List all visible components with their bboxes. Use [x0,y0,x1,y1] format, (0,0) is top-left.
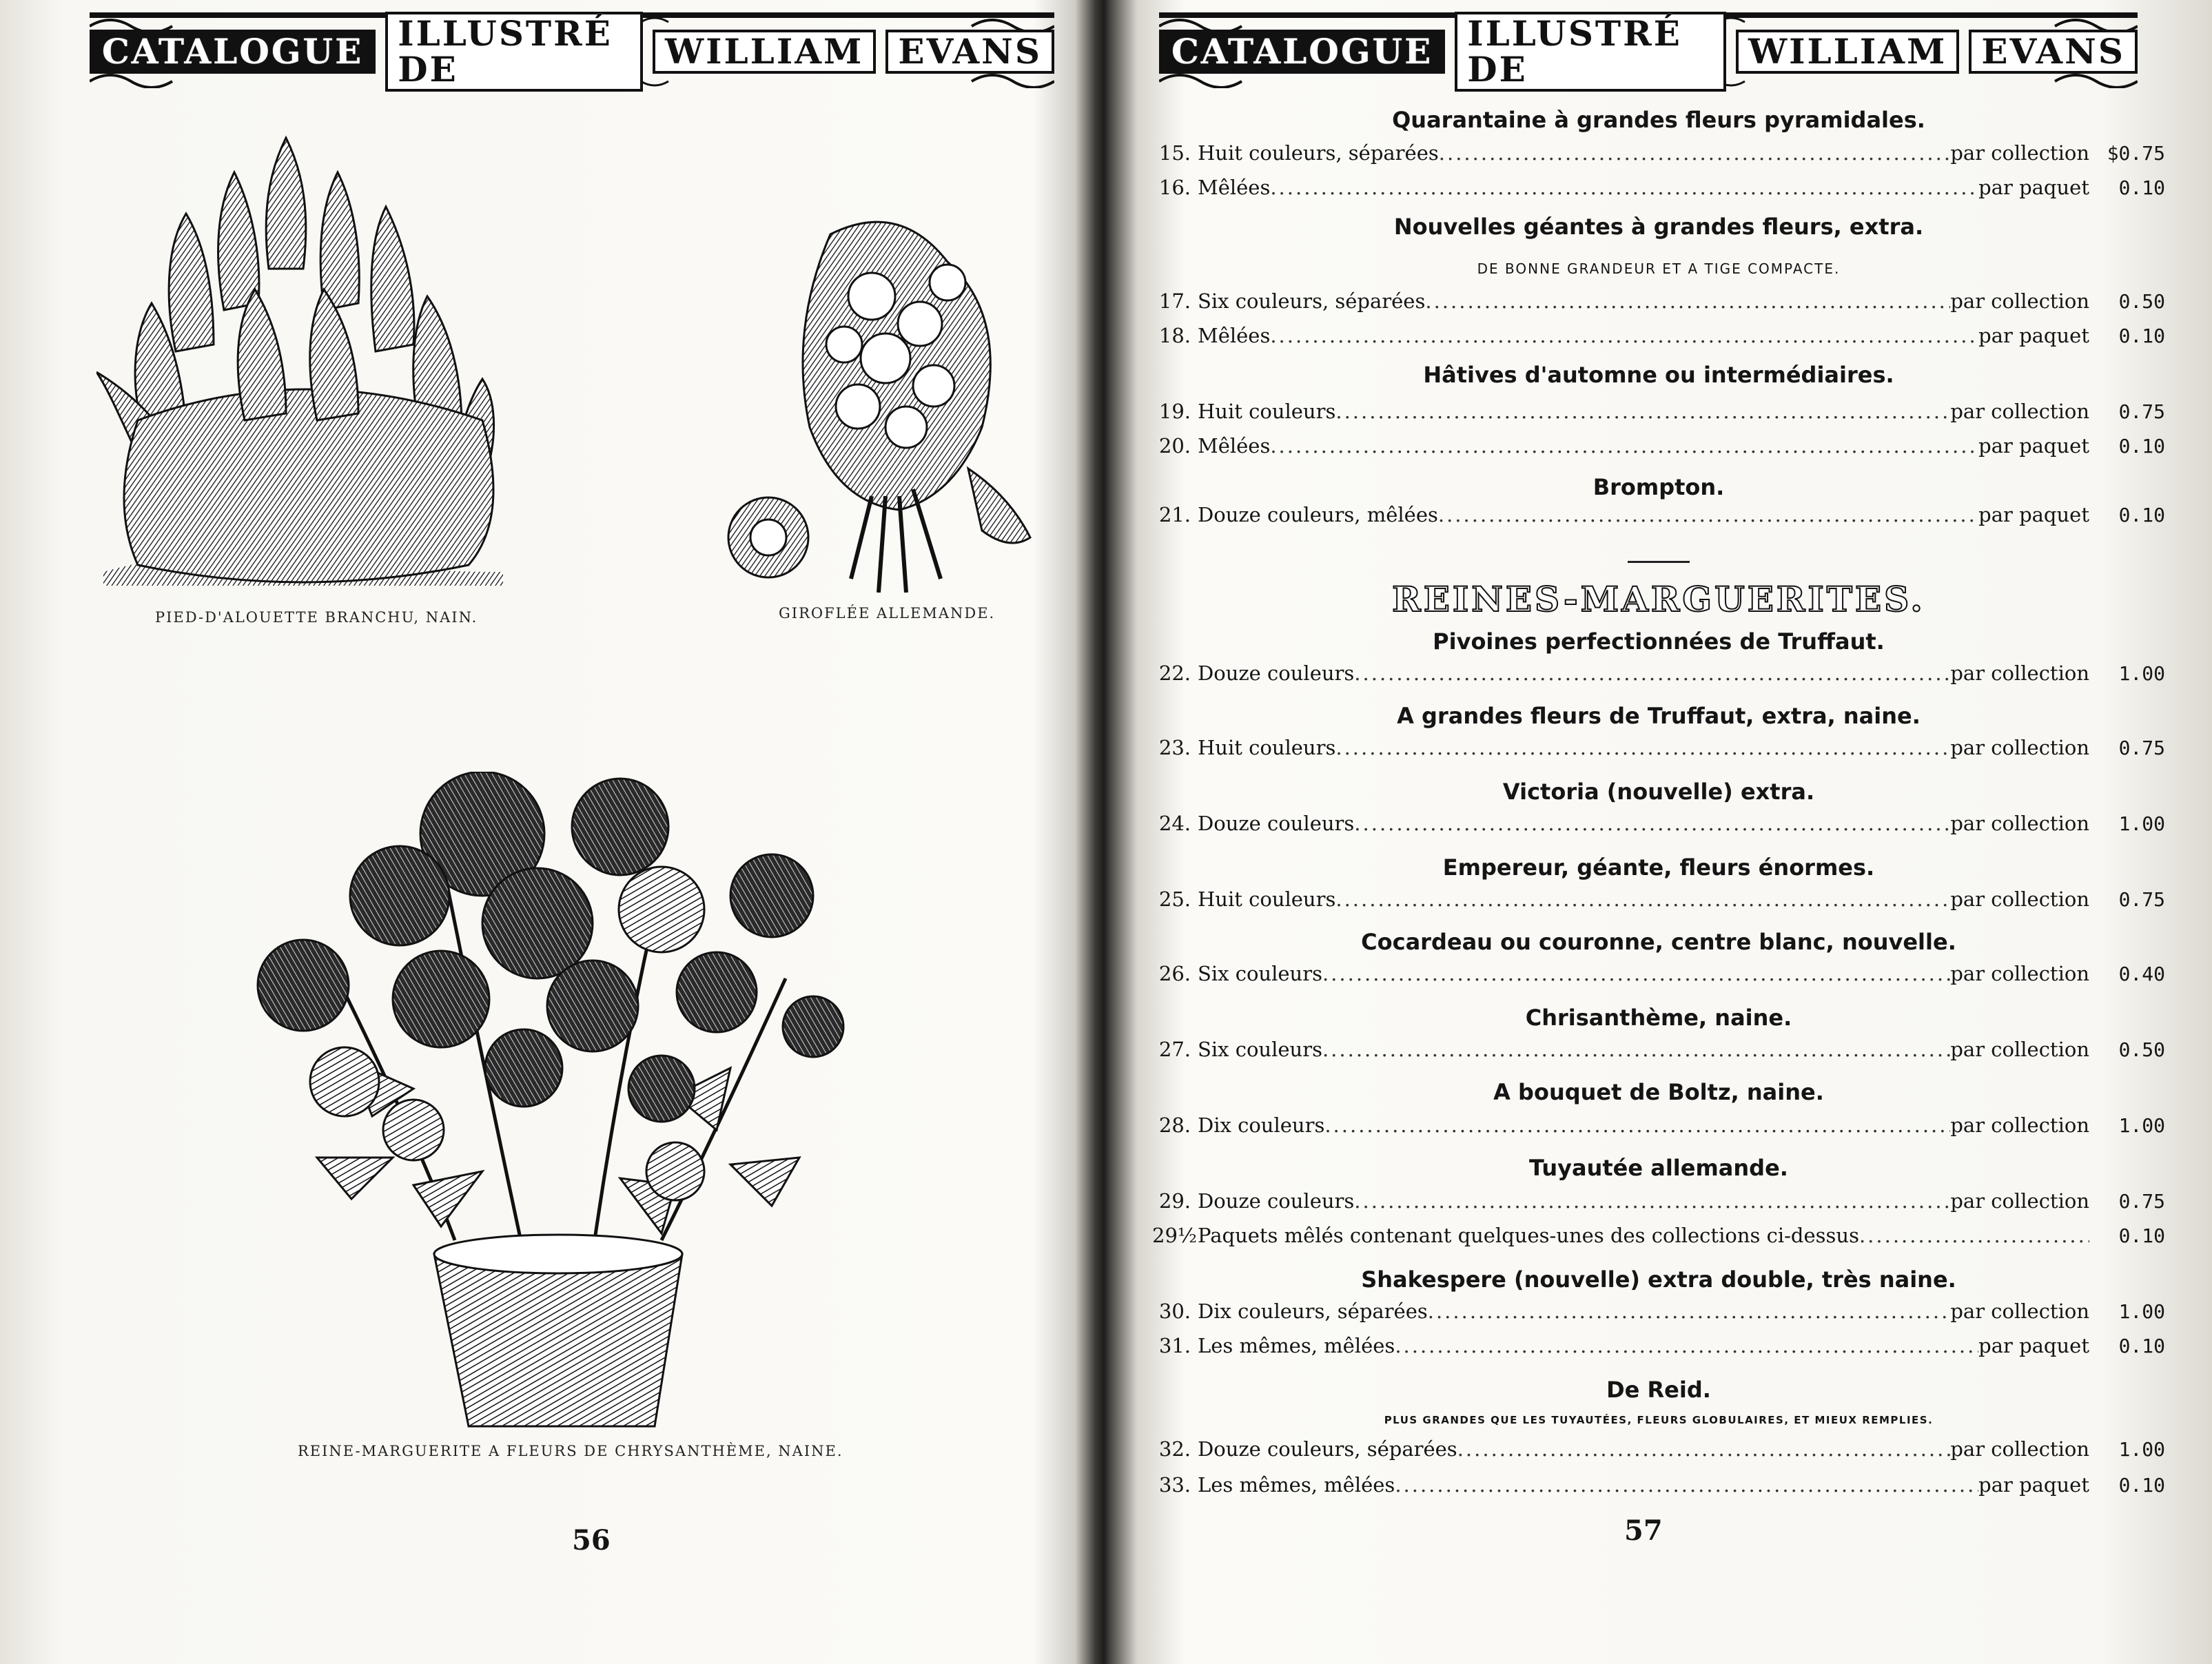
list-item [1152,400,2165,427]
banner-word: CATALOGUE [90,30,376,74]
item-description: Les mêmes, mêlées [1198,1473,1395,1497]
item-unit: par collection [1950,289,2089,313]
item-description: Mêlées [1198,434,1271,458]
aster-illustration [234,772,896,1433]
section-title: Brompton. [1593,474,1725,500]
banner-word: WILLIAM [1736,30,1959,74]
leader-dots [1270,324,1978,347]
leader-dots [1335,400,1950,423]
item-number: 18. [1158,324,1191,347]
item-number: 32. [1158,1437,1191,1461]
delphinium-caption: PIED-D'ALOUETTE BRANCHU, NAIN. [155,609,478,626]
item-price: 0.10 [2118,1474,2165,1497]
leader-dots [1354,1189,1950,1213]
item-price: 0.10 [2118,504,2165,526]
item-description: Mêlées [1198,324,1271,347]
item-number: 23. [1158,736,1191,759]
list-item [1152,1473,2165,1501]
item-unit: par collection [1950,141,2089,165]
item-price: 0.10 [2118,435,2165,458]
item-unit: par paquet [1978,434,2089,458]
section-heading: REINES-MARGUERITES. [1392,579,1925,619]
leader-dots [1438,503,1978,526]
item-number: 29. [1158,1189,1191,1213]
list-item [1152,1334,2165,1362]
item-unit: par paquet [1978,1473,2089,1497]
item-number: 28. [1158,1113,1191,1137]
item-price: 0.75 [2118,1190,2165,1213]
item-number: 29½ [1152,1224,1198,1247]
list-item [1152,176,2165,203]
leader-dots [1335,887,1950,911]
list-item [1152,1437,2165,1465]
item-description: Huit couleurs, séparées [1198,141,1439,165]
leader-dots [1322,962,1950,985]
section-title: Tuyautée allemande. [1529,1155,1788,1181]
item-description: Six couleurs [1198,1038,1322,1061]
section-title: Quarantaine à grandes fleurs pyramidales. [1392,107,1925,133]
aster-caption: REINE-MARGUERITE A FLEURS DE CHRYSANTHÈME, NAINE. [298,1443,843,1459]
item-unit: par collection [1950,1300,2089,1323]
item-price: 1.00 [2118,662,2165,685]
banner-word: ILLUSTRÉ DE [385,12,643,92]
right-page [1111,0,2212,1664]
item-price: 1.00 [2118,1438,2165,1461]
item-price: 0.10 [2118,176,2165,199]
item-unit: par collection [1950,661,2089,685]
section-title: Pivoines perfectionnées de Truffaut. [1433,628,1885,655]
item-price: 0.10 [2118,1224,2165,1247]
item-unit: par paquet [1978,503,2089,526]
item-number: 21. [1158,503,1191,526]
banner-word: ILLUSTRÉ DE [1455,12,1726,92]
list-item [1152,1113,2165,1141]
list-item [1152,1300,2165,1327]
item-unit: par collection [1950,736,2089,759]
item-price: 1.00 [2118,1114,2165,1137]
list-item [1152,503,2165,531]
section-title: Cocardeau ou couronne, centre blanc, nouvelle. [1361,929,1956,955]
banner-word: CATALOGUE [1159,30,1445,74]
leader-dots [1354,661,1950,685]
list-item [1152,1038,2165,1065]
list-item [1152,887,2165,915]
header-banner [1159,12,2138,88]
item-description: Les mêmes, mêlées [1198,1334,1395,1357]
item-unit: par paquet [1978,1334,2089,1357]
item-number: 30. [1158,1300,1191,1323]
item-price: 0.40 [2118,963,2165,985]
item-price: 0.10 [2118,1335,2165,1357]
item-price: 0.10 [2118,325,2165,347]
item-number: 25. [1158,887,1191,911]
item-number: 33. [1158,1473,1191,1497]
leader-dots [1457,1437,1951,1461]
item-price: $0.75 [2107,142,2165,165]
item-description: Six couleurs, séparées [1198,289,1426,313]
leader-dots [1395,1473,1978,1497]
item-price: 0.75 [2118,400,2165,423]
item-price: 0.50 [2118,1038,2165,1061]
item-description: Douze couleurs [1198,661,1355,685]
item-unit: par collection [1950,1437,2089,1461]
item-unit: par collection [1950,1113,2089,1137]
stock-illustration [720,207,1051,593]
list-item [1152,289,2165,317]
item-description: Douze couleurs, séparées [1198,1437,1457,1461]
item-number: 19. [1158,400,1191,423]
item-description: Huit couleurs [1198,887,1336,911]
item-price: 0.75 [2118,888,2165,911]
section-title: Victoria (nouvelle) extra. [1502,779,1815,805]
section-title: Chrisanthème, naine. [1525,1005,1792,1031]
leader-dots [1395,1334,1978,1357]
section-title: Shakespere (nouvelle) extra double, très naine. [1361,1266,1956,1293]
leader-dots [1439,141,1951,165]
list-item [1152,1189,2165,1217]
item-number: 16. [1158,176,1191,199]
item-unit: par collection [1950,1038,2089,1061]
item-price: 0.75 [2118,737,2165,759]
section-note: DE BONNE GRANDEUR ET A TIGE COMPACTE. [1477,260,1841,277]
header-banner [90,12,1054,88]
item-unit: par paquet [1978,176,2089,199]
item-price: 0.50 [2118,290,2165,313]
list-item [1152,736,2165,763]
leader-dots [1270,434,1978,458]
item-description: Huit couleurs [1198,736,1336,759]
item-unit: par collection [1950,887,2089,911]
item-number: 27. [1158,1038,1191,1061]
list-item [1152,434,2165,462]
list-item [1152,661,2165,689]
leader-dots [1270,176,1978,199]
leader-dots [1354,812,1950,835]
banner-word: WILLIAM [653,30,876,74]
item-unit: par collection [1950,400,2089,423]
leader-dots [1425,289,1950,313]
section-title: Empereur, géante, fleurs énormes. [1442,854,1875,881]
list-item [1152,1224,2165,1251]
item-description: Douze couleurs, mêlées [1198,503,1438,526]
item-price: 1.00 [2118,1300,2165,1323]
item-number: 15. [1158,141,1191,165]
item-description: Douze couleurs [1198,812,1355,835]
item-description: Dix couleurs, séparées [1198,1300,1428,1323]
item-description: Dix couleurs [1198,1113,1325,1137]
section-title: Nouvelles géantes à grandes fleurs, extra. [1393,214,1924,240]
item-number: 20. [1158,434,1191,458]
leader-dots [1335,736,1950,759]
leader-dots [1324,1113,1950,1137]
item-description: Paquets mêlés contenant quelques-unes des collections ci-dessus [1198,1224,1859,1247]
list-item [1152,812,2165,839]
leader-dots [1428,1300,1951,1323]
item-description: Mêlées [1198,176,1271,199]
list-item [1152,141,2165,169]
section-title: Hâtives d'automne ou intermédiaires. [1423,362,1894,388]
item-number: 24. [1158,812,1191,835]
left-page [0,0,1096,1664]
section-divider [1628,561,1690,563]
leader-dots [1322,1038,1950,1061]
banner-word: EVANS [885,30,1054,74]
item-number: 22. [1158,661,1191,685]
item-price: 1.00 [2118,812,2165,835]
section-title: De Reid. [1606,1377,1711,1403]
item-number: 17. [1158,289,1191,313]
item-description: Huit couleurs [1198,400,1336,423]
item-description: Douze couleurs [1198,1189,1355,1213]
section-title: A grandes fleurs de Truffaut, extra, naine. [1397,703,1921,729]
stock-caption: GIROFLÉE ALLEMANDE. [779,605,996,622]
item-unit: par collection [1950,1189,2089,1213]
item-unit: par paquet [1978,324,2089,347]
item-number: 26. [1158,962,1191,985]
page-number: 57 [1624,1514,1663,1547]
item-unit: par collection [1950,812,2089,835]
item-unit: par collection [1950,962,2089,985]
list-item [1152,962,2165,989]
section-title: A bouquet de Boltz, naine. [1493,1079,1824,1105]
leader-dots [1859,1224,2089,1247]
banner-word: EVANS [1969,30,2138,74]
page-number: 56 [572,1524,611,1557]
list-item [1152,324,2165,351]
item-number: 31. [1158,1334,1191,1357]
delphinium-illustration [96,131,510,593]
section-note: PLUS GRANDES QUE LES TUYAUTÉES, FLEURS GLOBULAIRES, ET MIEUX REMPLIES. [1384,1414,1934,1426]
item-description: Six couleurs [1198,962,1322,985]
